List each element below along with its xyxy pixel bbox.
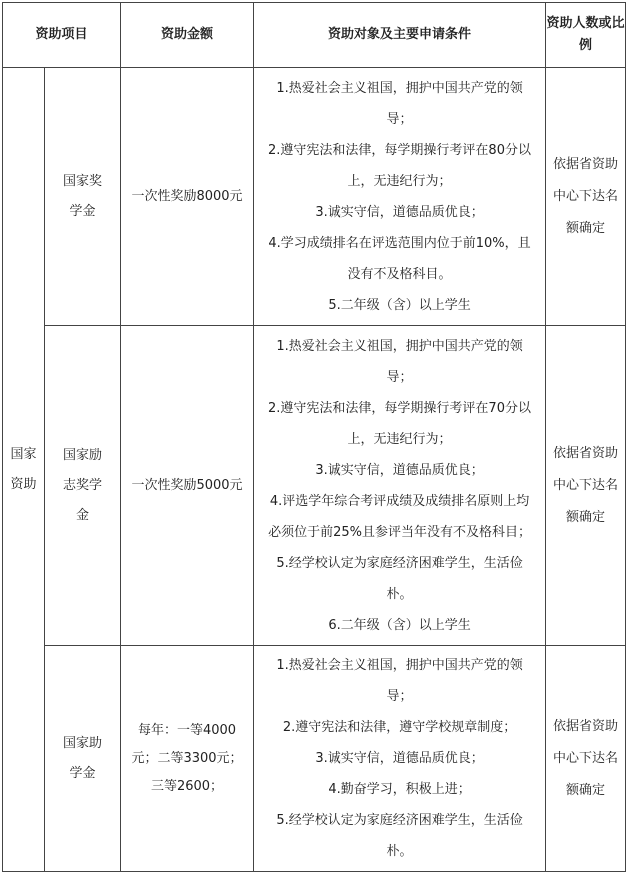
condition-line: 3.诚实守信，道德品质优良； [315, 204, 484, 220]
condition-line: 6.二年级（含）以上学生 [328, 617, 471, 633]
header-row [3, 3, 626, 68]
condition-line: 3.诚实守信，道德品质优良； [315, 462, 484, 478]
condition-line: 3.诚实守信，道德品质优良； [315, 751, 484, 766]
header-conditions: 资助对象及主要申请条件 [254, 3, 546, 68]
project-cell: 国家奖学金 [45, 68, 121, 326]
category-cell: 国家资助 [3, 68, 45, 872]
project-cell: 国家助学金 [45, 646, 121, 872]
funding-table [2, 2, 626, 872]
condition-line: 2.遵守宪法和法律，每学期操行考评在70分以 [268, 400, 531, 416]
table-row [3, 646, 626, 872]
header-amount: 资助金额 [121, 3, 254, 68]
condition-line: 导； [386, 689, 413, 704]
header-project: 资助项目 [3, 3, 121, 68]
ratio-cell: 依据省资助中心下达名额确定 [546, 326, 626, 646]
condition-line: 没有不及格科目。 [347, 266, 452, 282]
condition-line: 朴。 [386, 586, 413, 602]
condition-line: 2.遵守宪法和法律，遵守学校规章制度； [282, 720, 517, 735]
condition-line: 4.勤奋学习，积极上进； [328, 782, 471, 797]
condition-line: 4.评选学年综合考评成绩及成绩排名原则上均 [269, 493, 530, 509]
conditions-cell [254, 646, 546, 872]
amount-cell: 每年：一等4000元；二等3300元；三等2600； [121, 646, 254, 872]
condition-line: 1.热爱社会主义祖国，拥护中国共产党的领 [276, 80, 523, 96]
table-row [3, 68, 626, 326]
table-row [3, 326, 626, 646]
header-ratio: 资助人数或比例 [546, 3, 626, 68]
condition-line: 2.遵守宪法和法律，每学期操行考评在80分以 [268, 142, 531, 158]
condition-line: 上，无违纪行为； [347, 173, 452, 189]
conditions-cell [254, 326, 546, 646]
condition-line: 5.经学校认定为家庭经济困难学生，生活俭 [276, 555, 523, 571]
ratio-cell: 依据省资助中心下达名额确定 [546, 68, 626, 326]
project-cell: 国家励志奖学金 [45, 326, 121, 646]
amount-cell: 一次性奖励5000元 [121, 326, 254, 646]
condition-line: 1.热爱社会主义祖国，拥护中国共产党的领 [276, 658, 523, 673]
condition-line: 5.二年级（含）以上学生 [328, 297, 471, 313]
condition-line: 朴。 [386, 844, 413, 859]
condition-line: 必须位于前25%且参评当年没有不及格科目； [268, 524, 531, 540]
condition-line: 1.热爱社会主义祖国，拥护中国共产党的领 [276, 338, 523, 354]
condition-line: 导； [386, 111, 413, 127]
condition-line: 5.经学校认定为家庭经济困难学生，生活俭 [276, 813, 523, 828]
condition-line: 导； [386, 369, 413, 385]
condition-line: 4.学习成绩排名在评选范围内位于前10%，且 [268, 235, 531, 251]
amount-cell: 一次性奖励8000元 [121, 68, 254, 326]
conditions-cell [254, 68, 546, 326]
ratio-cell: 依据省资助中心下达名额确定 [546, 646, 626, 872]
condition-line: 上，无违纪行为； [347, 431, 452, 447]
